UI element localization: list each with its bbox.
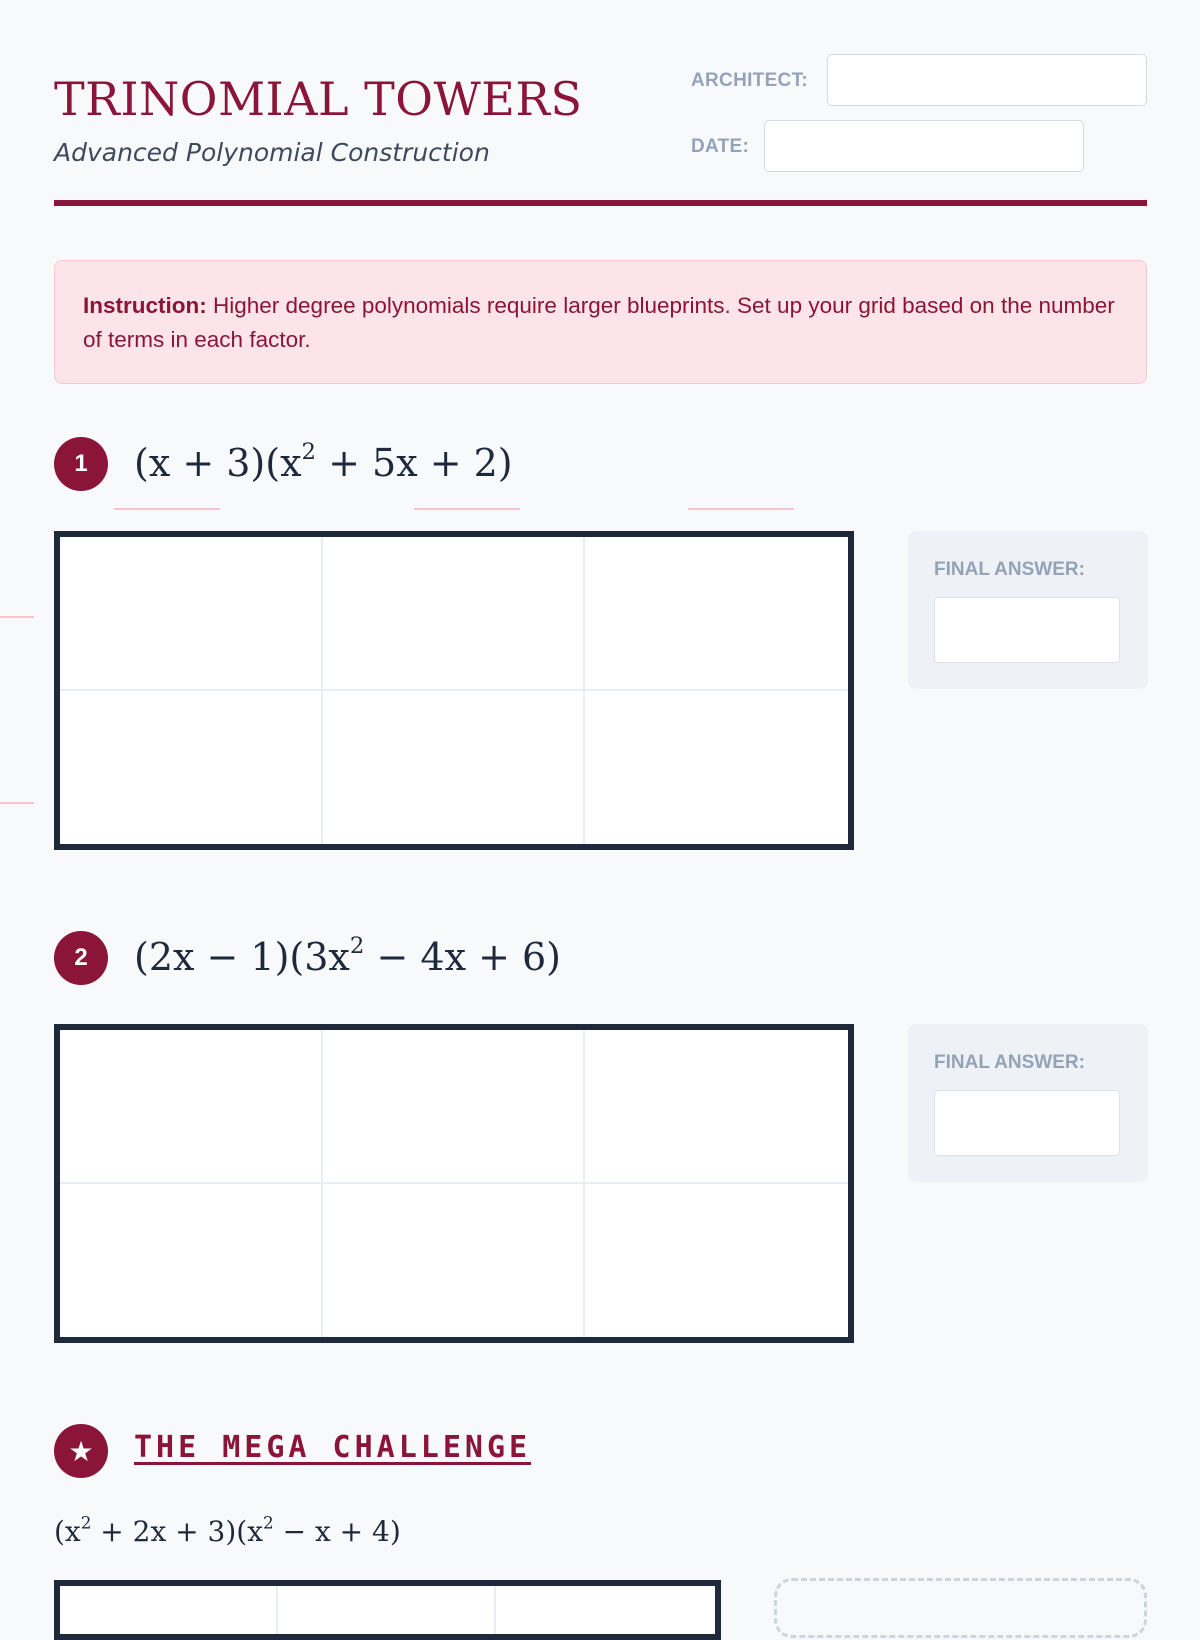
problem-number-badge: 2 [54,931,108,985]
column-label-line[interactable] [114,508,220,510]
grid-cell[interactable] [60,1030,323,1184]
instruction-box [54,260,1147,384]
grid-cell[interactable] [60,1586,278,1634]
area-model-grid [54,1024,854,1343]
problem-expression [134,438,513,485]
problem-expression [134,932,561,979]
grid-cell[interactable] [585,537,848,691]
challenge-grid [54,1580,721,1640]
expr-exponent: 2 [80,1512,92,1533]
final-answer-input[interactable] [934,597,1120,663]
final-answer-label: FINAL ANSWER: [934,1052,1085,1073]
grid-cell[interactable] [585,1030,848,1184]
worksheet-subtitle: Advanced Polynomial Construction [54,138,490,167]
challenge-expression [54,1512,401,1548]
instruction-text: Higher degree polynomials require larger blueprints. Set up your grid based on the number of terms in each factor. [83,293,1115,352]
row-label-line[interactable] [0,616,34,618]
worksheet-title: TRINOMIAL TOWERS [54,72,583,126]
grid-cell[interactable] [323,537,586,691]
grid-cell[interactable] [60,691,323,845]
expr-part: (x [54,1515,81,1548]
grid-cell[interactable] [323,691,586,845]
header-divider [54,200,1147,206]
area-model-grid [54,531,854,850]
architect-input[interactable] [827,54,1147,106]
problem-number-badge: 1 [54,437,108,491]
expr-part: (2x − 1)(3x [134,935,350,979]
date-label: DATE: [691,136,750,157]
challenge-title: THE MEGA CHALLENGE [134,1430,532,1465]
expr-part: − x + 4) [273,1515,401,1548]
final-answer-input[interactable] [934,1090,1120,1156]
column-label-line[interactable] [688,508,794,510]
grid-cell[interactable] [278,1586,496,1634]
grid-cell[interactable] [323,1184,586,1338]
expr-exponent: 2 [263,1512,274,1533]
column-label-line[interactable] [414,508,520,510]
final-answer-panel [908,1024,1148,1182]
row-label-line[interactable] [0,802,34,804]
challenge-answer-panel[interactable] [774,1578,1147,1638]
grid-cell[interactable] [323,1030,586,1184]
architect-label: ARCHITECT: [691,70,808,91]
grid-cell[interactable] [496,1586,715,1634]
grid-cell[interactable] [585,691,848,845]
date-input[interactable] [764,120,1084,172]
instruction-label: Instruction: [83,293,207,318]
expr-exponent: 2 [349,932,365,959]
star-icon: ★ [54,1424,108,1478]
final-answer-panel [908,531,1148,689]
final-answer-label: FINAL ANSWER: [934,559,1085,580]
expr-part: − 4x + 6) [364,935,561,979]
grid-cell[interactable] [585,1184,848,1338]
grid-cell[interactable] [60,537,323,691]
grid-cell[interactable] [60,1184,323,1338]
expr-part: (x + 3)(x [134,441,302,485]
expr-part: + 5x + 2) [316,441,513,485]
expr-exponent: 2 [301,438,317,465]
expr-part: + 2x + 3)(x [91,1515,263,1548]
